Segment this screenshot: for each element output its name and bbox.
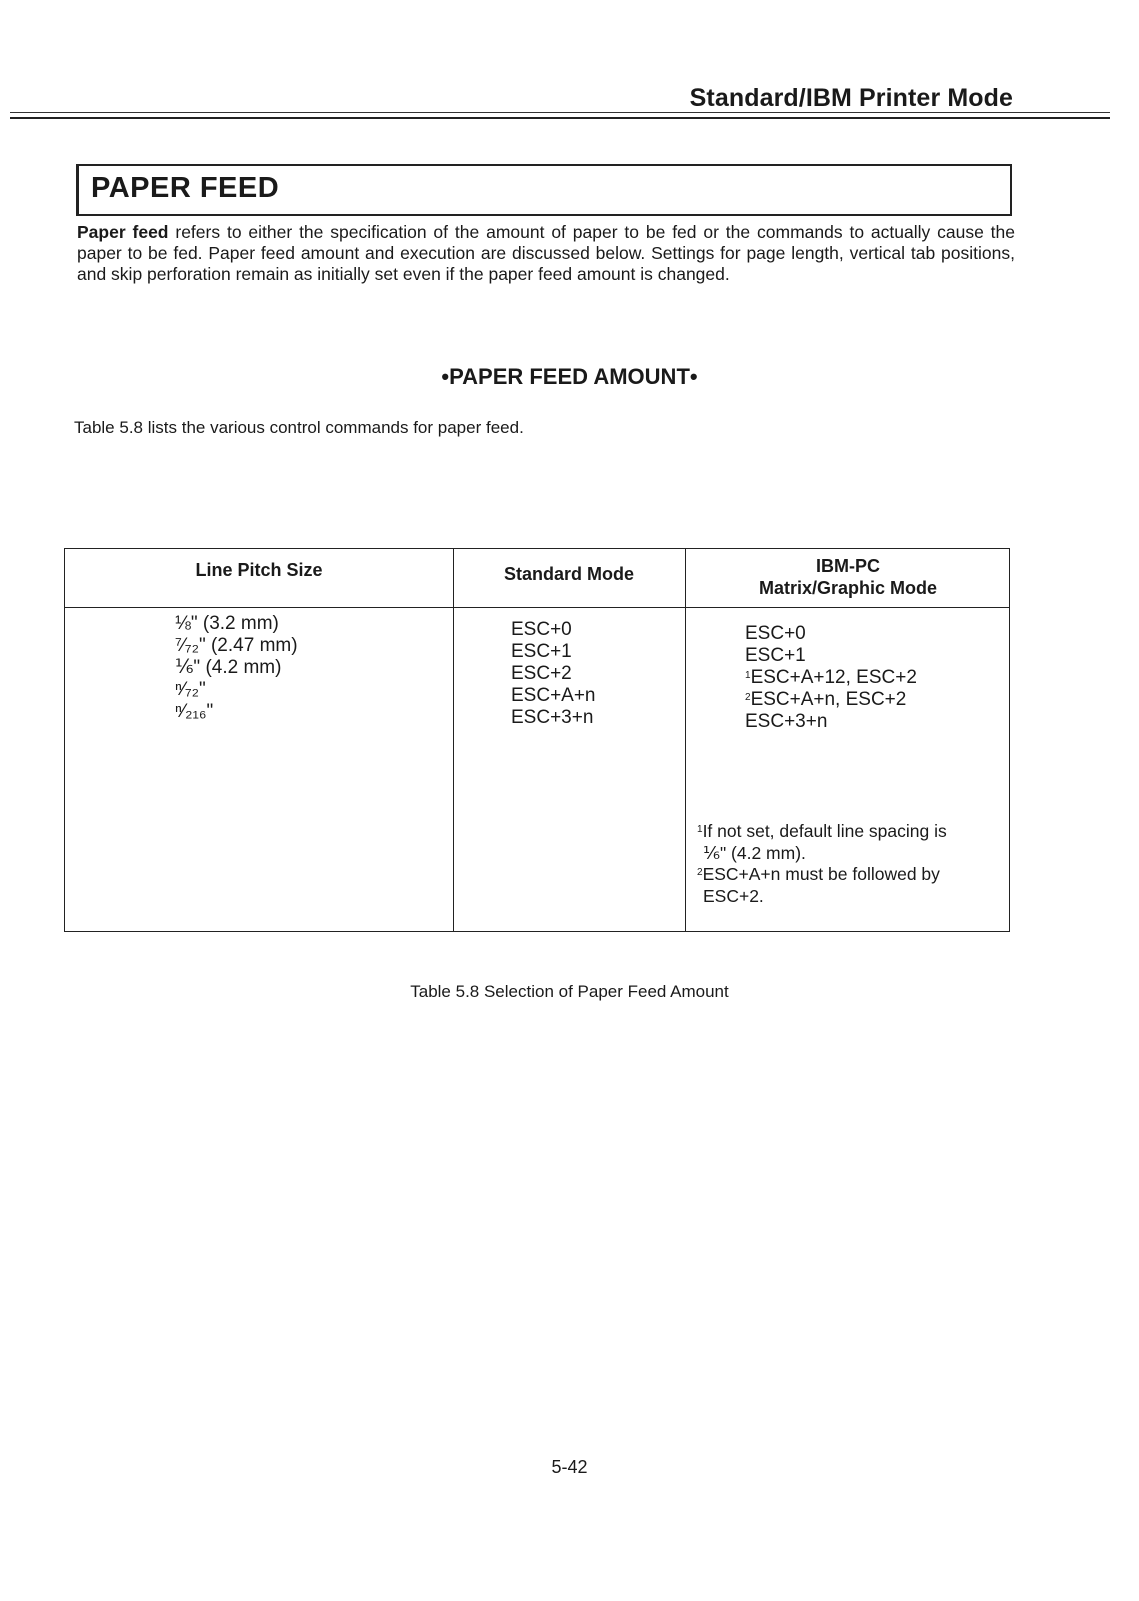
table-cell: ESC+2 <box>511 663 572 684</box>
table-cell: ESC+0 <box>745 623 806 644</box>
table-cell: ⁿ⁄₂₁₆" <box>175 701 214 722</box>
footnote-2-line1: $^2$ESC+A+n must be followed by <box>697 864 940 884</box>
standard-mode-column <box>511 619 596 729</box>
table-header-ibm-mode <box>685 555 1011 599</box>
footnote-1-line2: ⅙" (4.2 mm). <box>703 842 806 863</box>
table-header-standard-mode: Standard Mode <box>503 564 634 584</box>
page-header-title: Standard/IBM Printer Mode <box>689 84 1013 112</box>
table-cell: ESC+3+n <box>511 707 594 728</box>
header-rule-thin <box>10 112 1110 113</box>
table-cell: ESC+A+n <box>511 685 596 706</box>
paper-feed-table <box>64 548 1010 932</box>
table-cell: $^2$ESC+A+n, ESC+2 <box>745 689 907 710</box>
page-number: 5-42 <box>551 1457 588 1477</box>
header-rule-thick <box>10 117 1110 119</box>
ibm-mode-column <box>745 623 917 733</box>
section-title: PAPER FEED <box>91 172 280 204</box>
footnote-1-line1: $^1$If not set, default line spacing is <box>697 821 947 841</box>
table-cell: ESC+0 <box>511 619 572 640</box>
table-cell: ESC+1 <box>511 641 572 662</box>
table-caption: Table 5.8 Selection of Paper Feed Amount <box>410 982 729 1001</box>
table-header-line-pitch: Line Pitch Size <box>195 560 323 580</box>
table-header-divider <box>65 607 1009 608</box>
table-header-ibm-line2: Matrix/Graphic Mode <box>758 578 938 598</box>
table-cell: $^1$ESC+A+12, ESC+2 <box>745 667 917 688</box>
table-reference-text: Table 5.8 lists the various control commands for paper feed. <box>74 418 524 437</box>
table-cell: ⁿ⁄₇₂" <box>175 679 206 700</box>
table-cell: ESC+3+n <box>745 711 828 732</box>
table-cell: ESC+1 <box>745 645 806 666</box>
intro-paragraph <box>77 222 1015 285</box>
table-cell: ⅛" (3.2 mm) <box>175 613 279 634</box>
intro-text: refers to either the specification of the amount of paper to be fed or the commands to actually cause the paper to be fed. Paper feed amount and execution are discussed below. Settings for page length, vertical tab positions, and skip perforation remain as initially set even if the paper feed amount is changed. <box>77 222 1016 284</box>
footnote-2-line2: ESC+2. <box>703 885 764 906</box>
line-pitch-column <box>175 613 298 723</box>
intro-lead-term: Paper feed <box>77 222 169 242</box>
table-header-ibm-line1: IBM-PC <box>816 556 880 576</box>
table-cell: ⁷⁄₇₂" (2.47 mm) <box>175 635 298 656</box>
table-cell: ⅙" (4.2 mm) <box>175 657 282 678</box>
section-title-box <box>76 164 1012 216</box>
subheading-paper-feed-amount: •PAPER FEED AMOUNT• <box>441 364 698 389</box>
table-footnotes <box>697 821 997 907</box>
